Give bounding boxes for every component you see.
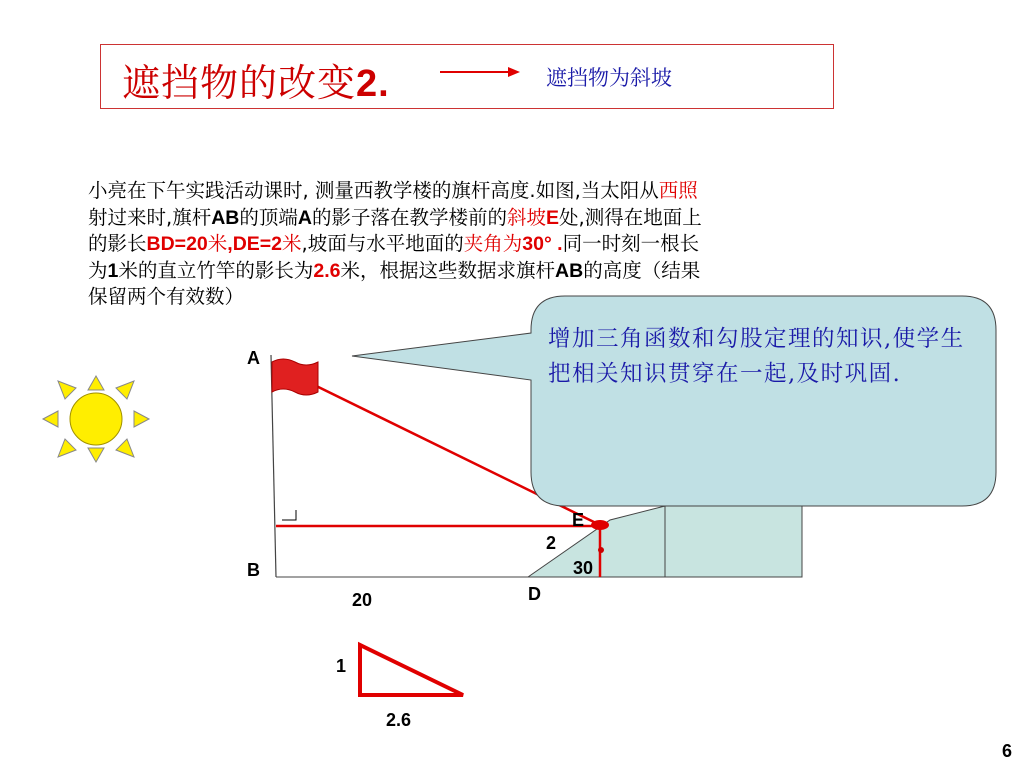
label-d: D [528,584,541,604]
right-angle-marker [282,510,296,520]
problem-text-run: 30° [522,233,552,255]
problem-text-run: 米的直立竹竿的影长为 [118,258,314,282]
problem-text-run: 斜坡 [507,205,547,229]
label-angle: 30 [573,558,594,578]
problem-text-run: 处,测得在地面上 [559,205,702,229]
title-arrow-icon [440,67,520,77]
problem-text-run: 西照 [658,179,698,202]
problem-text-run: 米 [207,232,228,255]
point-e-marker [591,520,609,530]
reference-triangle [360,645,463,695]
problem-text-run: BD=20 [146,233,208,255]
slide-title-text: 遮挡物的改变 [122,61,357,105]
problem-text-run: 的顶端 [239,205,298,229]
problem-text-run: A [297,206,312,229]
problem-text-run: 的影长 [88,232,147,255]
problem-text-run: E [546,206,560,229]
slide-title-number: 2. [356,63,390,105]
label-b: B [247,560,260,580]
label-bd-length: 20 [352,590,373,610]
problem-text-run: 同一时刻一根长 [562,232,700,255]
callout-text: 增加三角函数和勾股定理的知识,使学生把相关知识贯穿在一起,及时巩固. [548,326,965,387]
problem-text-run: 米 [282,232,302,255]
problem-text-run: 夹角为 [463,232,523,255]
page-number: 6 [1001,741,1012,761]
problem-text-run: 的高度（结果 [583,258,701,282]
problem-text-run: 1 [107,259,119,282]
problem-text-run: 射过来时,旗杆 [88,205,212,229]
problem-text-run: ,坡面与水平地面的 [301,232,464,255]
problem-text-run: AB [211,206,240,229]
problem-text-run: 小亮在下午实践活动课时, 测量西教学楼的旗杆高度.如图,当太阳从 [88,179,659,202]
flag-icon [272,359,318,395]
problem-text-run: AB [555,259,584,282]
label-e: E [572,510,585,530]
label-pole-shadow: 2.6 [386,710,412,730]
problem-text-run: 的影子落在教学楼前的 [311,205,507,229]
problem-text-run: 为 [88,258,108,282]
problem-text-run: ,DE=2 [227,233,283,255]
point-marker [598,547,604,553]
sun-icon [43,376,149,462]
slide-subtitle: 遮挡物为斜坡 [546,66,672,90]
label-pole-height: 1 [336,656,347,676]
problem-text-run: 2.6 [313,259,341,282]
label-de-length: 2 [546,533,557,553]
label-a: A [247,348,260,368]
problem-text-run: 保留两个有效数） [88,285,245,308]
problem-text-run: 米，根据这些数据求旗杆 [340,258,556,282]
problem-text-run: . [551,233,563,255]
